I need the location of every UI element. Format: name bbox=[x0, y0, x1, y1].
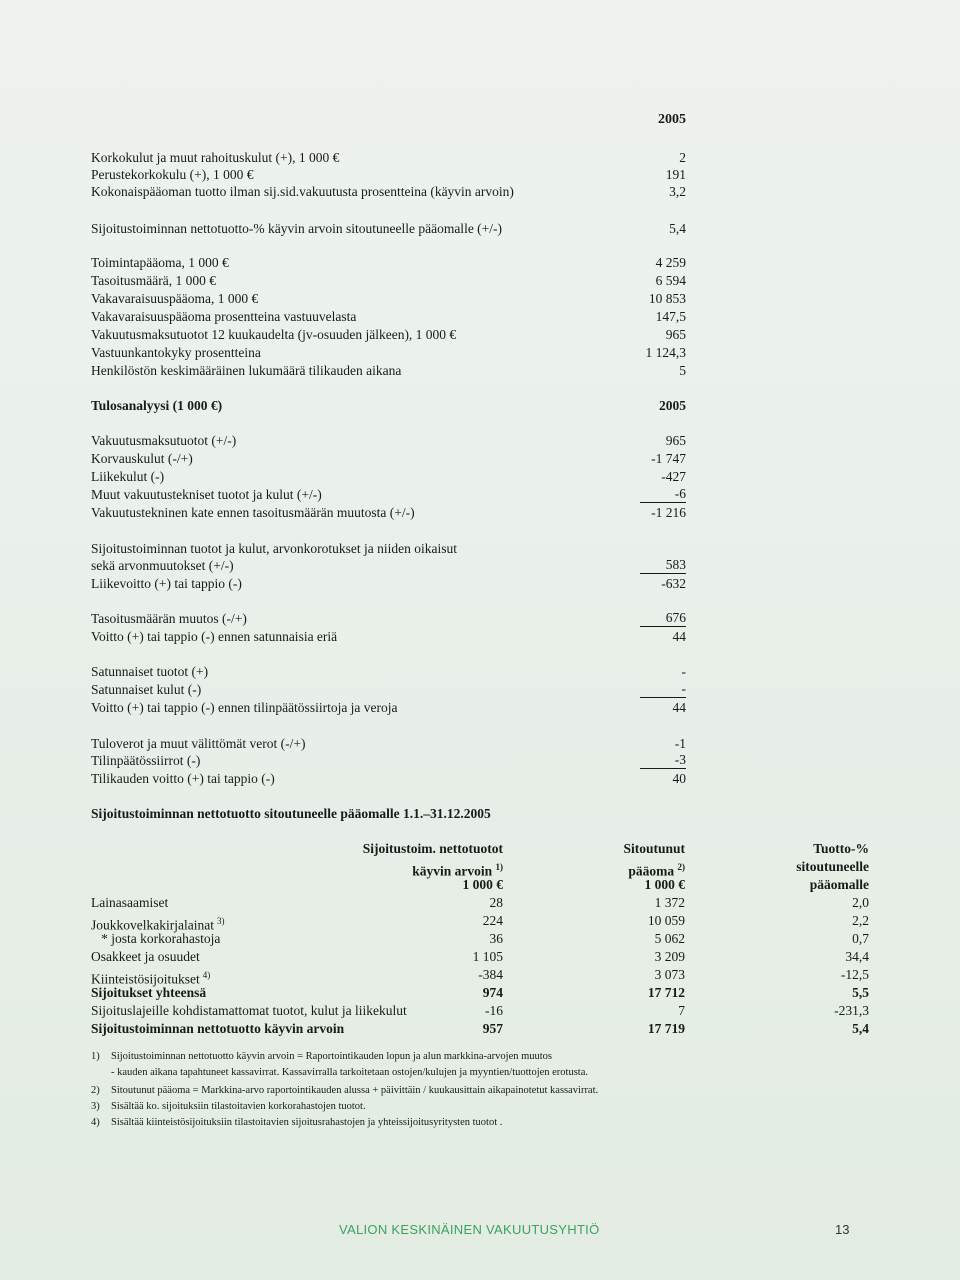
row-label: Vakuutusmaksutuotot (+/-) bbox=[91, 433, 237, 448]
footer-brand: VALION KESKINÄINEN VAKUUTUSYHTIÖ bbox=[339, 1222, 600, 1237]
row-label-text: Lainasaamiset bbox=[91, 895, 169, 910]
col2-header-line1: Sitoutunut bbox=[623, 841, 685, 856]
investment-cell-v2: 5 062 bbox=[654, 931, 685, 946]
row-label: Tuloverot ja muut välittömät verot (-/+) bbox=[91, 736, 306, 751]
investment-cell-v2: 3 073 bbox=[654, 967, 685, 982]
footnote-number: 1) bbox=[91, 1051, 100, 1062]
summary-row bbox=[91, 183, 686, 201]
col1-header-sup: 1) bbox=[495, 862, 503, 872]
row-label: Vastuunkantokyky prosentteina bbox=[91, 345, 261, 360]
row-label-text: Sijoitukset yhteensä bbox=[91, 985, 207, 1000]
investment-cell-v3: 5,5 bbox=[852, 985, 869, 1000]
row-value: 965 bbox=[665, 433, 686, 448]
income-row bbox=[91, 610, 686, 628]
income-title: Tulosanalyysi (1 000 €) bbox=[91, 398, 223, 413]
footnote-text: Sisältää kiinteistösijoituksiin tilastoitavien sijoitusrahastojen ja yhteissijoitusyritysten tuotot . bbox=[111, 1117, 503, 1128]
row-label-text: Joukkovelkakirjalainat bbox=[91, 917, 214, 933]
row-label: Toimintapääoma, 1 000 € bbox=[91, 255, 229, 270]
row-label: Liikekulut (-) bbox=[91, 469, 165, 484]
investment-cell-v3: 34,4 bbox=[845, 949, 869, 964]
row-value: - bbox=[640, 681, 686, 698]
col2-header-line3: 1 000 € bbox=[644, 877, 685, 892]
summary-row bbox=[91, 326, 686, 344]
footnote-text: - kauden aikana tapahtuneet kassavirrat. Kassavirralla tarkoitetaan ostojen/kulujen ja myyntien/tuottojen erotusta. bbox=[111, 1067, 589, 1078]
row-label-text: Kiinteistösijoitukset bbox=[91, 971, 200, 987]
row-value: 6 594 bbox=[655, 273, 686, 288]
investment-cell-v1: -384 bbox=[478, 967, 503, 982]
investment-cell-v1: 28 bbox=[489, 895, 503, 910]
row-value: -632 bbox=[661, 576, 686, 591]
investment-cell-v2: 17 719 bbox=[647, 1021, 685, 1036]
summary-row bbox=[91, 149, 686, 167]
summary-year-header: 2005 bbox=[658, 112, 686, 127]
footnote-number: 4) bbox=[91, 1117, 100, 1128]
income-row bbox=[91, 575, 686, 593]
row-value: 2 bbox=[679, 150, 686, 165]
row-value: -1 747 bbox=[651, 451, 686, 466]
investment-row-label bbox=[91, 1020, 344, 1038]
row-label: Vakuutustekninen kate ennen tasoitusmäärän muutosta (+/-) bbox=[91, 505, 415, 520]
income-row bbox=[91, 432, 686, 450]
investment-cell-v3: 0,7 bbox=[852, 931, 869, 946]
summary-row bbox=[91, 254, 686, 272]
row-value: 965 bbox=[665, 327, 686, 342]
investment-row-label bbox=[91, 1002, 407, 1020]
row-label: Sijoitustoiminnan nettotuotto-% käyvin arvoin sitoutuneelle pääomalle (+/-) bbox=[91, 221, 503, 236]
summary-row bbox=[91, 272, 686, 290]
investment-title: Sijoitustoiminnan nettotuotto sitoutuneelle pääomalle 1.1.–31.12.2005 bbox=[91, 806, 491, 821]
row-value: - bbox=[681, 664, 686, 679]
investment-row-label bbox=[91, 894, 168, 912]
summary-row bbox=[91, 220, 686, 238]
income-row bbox=[91, 663, 686, 681]
row-label: Satunnaiset kulut (-) bbox=[91, 682, 202, 697]
row-label: Voitto (+) tai tappio (-) ennen tilinpäätössiirtoja ja veroja bbox=[91, 700, 398, 715]
row-value: 4 259 bbox=[655, 255, 686, 270]
row-value: 10 853 bbox=[648, 291, 686, 306]
row-label-text: * josta korkorahastoja bbox=[91, 931, 221, 946]
row-value: -3 bbox=[640, 752, 686, 769]
row-value: 1 124,3 bbox=[645, 345, 686, 360]
investment-cell-v3: -12,5 bbox=[840, 967, 869, 982]
row-value: -1 216 bbox=[651, 505, 686, 520]
row-label: Vakuutusmaksutuotot 12 kuukaudelta (jv-osuuden jälkeen), 1 000 € bbox=[91, 327, 457, 342]
row-label: Muut vakuutustekniset tuotot ja kulut (+/-) bbox=[91, 487, 322, 502]
investment-cell-v1: 1 105 bbox=[472, 949, 503, 964]
income-row bbox=[91, 770, 686, 788]
investment-cell-v2: 7 bbox=[678, 1003, 685, 1018]
row-value: 583 bbox=[640, 557, 686, 574]
summary-row bbox=[91, 166, 686, 184]
page-number: 13 bbox=[835, 1222, 850, 1237]
col2-header-text: pääoma bbox=[628, 863, 675, 879]
col1-header-text: käyvin arvoin bbox=[412, 863, 493, 879]
footnote bbox=[91, 1100, 366, 1114]
income-heading-row bbox=[91, 397, 686, 415]
row-value: 5,4 bbox=[669, 221, 686, 236]
investment-cell-v2: 3 209 bbox=[654, 949, 685, 964]
row-label: Perustekorkokulu (+), 1 000 € bbox=[91, 167, 254, 182]
row-value: 44 bbox=[672, 629, 686, 644]
investment-cell-v3: 2,2 bbox=[852, 913, 869, 928]
income-row bbox=[91, 468, 686, 486]
row-label: Kokonaispääoman tuotto ilman sij.sid.vakuutusta prosentteina (käyvin arvoin) bbox=[91, 184, 514, 199]
footnote-text: Sisältää ko. sijoituksiin tilastoitavien korkorahastojen tuotot. bbox=[111, 1101, 366, 1112]
income-row bbox=[91, 752, 686, 770]
footnote bbox=[91, 1050, 552, 1064]
investment-cell-v2: 1 372 bbox=[654, 895, 685, 910]
row-value: 44 bbox=[672, 700, 686, 715]
row-label: Satunnaiset tuotot (+) bbox=[91, 664, 209, 679]
row-label: Korvauskulut (-/+) bbox=[91, 451, 193, 466]
row-value: 3,2 bbox=[669, 184, 686, 199]
row-value: 147,5 bbox=[655, 309, 686, 324]
row-label: Liikevoitto (+) tai tappio (-) bbox=[91, 576, 242, 591]
row-label-sup: 4) bbox=[202, 970, 211, 980]
income-row bbox=[91, 486, 686, 504]
income-year-header: 2005 bbox=[659, 398, 686, 413]
col2-header-sup: 2) bbox=[677, 862, 685, 872]
income-row bbox=[91, 557, 686, 575]
investment-cell-v3: 5,4 bbox=[852, 1021, 869, 1036]
footnote-text: Sijoitustoiminnan nettotuotto käyvin arvoin = Raportointikauden lopun ja alun markkina-arvojen muutos bbox=[111, 1051, 553, 1062]
summary-row bbox=[91, 362, 686, 380]
row-value: -1 bbox=[674, 736, 686, 751]
investment-cell-v3: 2,0 bbox=[852, 895, 869, 910]
summary-row bbox=[91, 290, 686, 308]
investment-row-label bbox=[91, 930, 220, 948]
income-row bbox=[91, 540, 686, 558]
row-label: Tasoitusmäärä, 1 000 € bbox=[91, 273, 217, 288]
row-label: Henkilöstön keskimääräinen lukumäärä tilikauden aikana bbox=[91, 363, 402, 378]
col1-header-line3: 1 000 € bbox=[462, 877, 503, 892]
footnote bbox=[91, 1066, 588, 1080]
row-value: -427 bbox=[661, 469, 686, 484]
income-row bbox=[91, 628, 686, 646]
row-label: Tilinpäätössiirrot (-) bbox=[91, 753, 201, 768]
row-label: Tilikauden voitto (+) tai tappio (-) bbox=[91, 771, 275, 786]
row-label: Sijoitustoiminnan tuotot ja kulut, arvonkorotukset ja niiden oikaisut bbox=[91, 541, 457, 556]
row-label-text: Sijoituslajeille kohdistamattomat tuotot, kulut ja liikekulut bbox=[91, 1003, 407, 1018]
row-value: 191 bbox=[665, 167, 686, 182]
investment-row-label bbox=[91, 948, 200, 966]
footnote bbox=[91, 1084, 598, 1098]
col3-header-line1: Tuotto-% bbox=[813, 841, 869, 856]
row-value: 5 bbox=[679, 363, 686, 378]
row-label-sup: 3) bbox=[216, 916, 225, 926]
summary-row bbox=[91, 344, 686, 362]
investment-row-label bbox=[91, 984, 206, 1002]
row-value: 40 bbox=[672, 771, 686, 786]
income-row bbox=[91, 735, 686, 753]
col1-header-line1: Sijoitustoim. nettotuotot bbox=[362, 841, 503, 856]
investment-cell-v1: 224 bbox=[482, 913, 503, 928]
row-value: 676 bbox=[640, 610, 686, 627]
investment-cell-v1: 957 bbox=[482, 1021, 503, 1036]
investment-cell-v2: 10 059 bbox=[647, 913, 685, 928]
row-label: Vakavaraisuuspääoma, 1 000 € bbox=[91, 291, 259, 306]
footnote-text: Sitoutunut pääoma = Markkina-arvo raportointikauden alussa + päivittäin / kuukausittain aikapainotetut kassavirrat. bbox=[111, 1085, 599, 1096]
row-label: Tasoitusmäärän muutos (-/+) bbox=[91, 611, 247, 626]
income-row bbox=[91, 450, 686, 468]
row-label: Korkokulut ja muut rahoituskulut (+), 1 000 € bbox=[91, 150, 340, 165]
investment-cell-v3: -231,3 bbox=[834, 1003, 869, 1018]
investment-cell-v1: -16 bbox=[485, 1003, 503, 1018]
investment-cell-v1: 36 bbox=[489, 931, 503, 946]
income-row bbox=[91, 681, 686, 699]
row-label: Vakavaraisuuspääoma prosentteina vastuuvelasta bbox=[91, 309, 357, 324]
footnote bbox=[91, 1116, 502, 1130]
row-value: -6 bbox=[640, 486, 686, 503]
row-label: sekä arvonmuutokset (+/-) bbox=[91, 558, 234, 573]
income-row bbox=[91, 504, 686, 522]
row-label-text: Osakkeet ja osuudet bbox=[91, 949, 200, 964]
row-label: Voitto (+) tai tappio (-) ennen satunnaisia eriä bbox=[91, 629, 338, 644]
col3-header-line2: sitoutuneelle bbox=[796, 859, 869, 874]
footnote-number: 2) bbox=[91, 1085, 100, 1096]
income-row bbox=[91, 699, 686, 717]
investment-cell-v1: 974 bbox=[482, 985, 503, 1000]
investment-cell-v2: 17 712 bbox=[647, 985, 685, 1000]
row-label-text: Sijoitustoiminnan nettotuotto käyvin arvoin bbox=[91, 1021, 345, 1036]
summary-row bbox=[91, 308, 686, 326]
footnote-number: 3) bbox=[91, 1101, 100, 1112]
col3-header-line3: pääomalle bbox=[809, 877, 869, 892]
